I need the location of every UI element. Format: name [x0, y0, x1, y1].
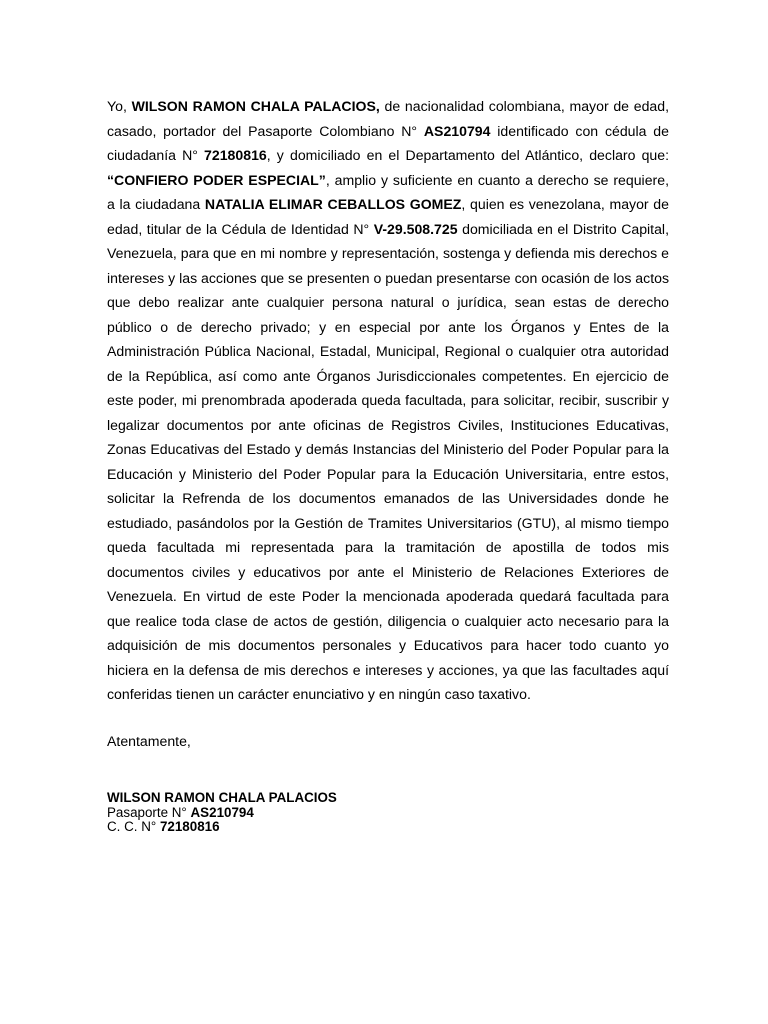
cc-label: C. C. N° [107, 819, 160, 834]
signature-block [107, 791, 337, 835]
body-text-segment: , amplio y suficiente en cuanto a derecho se requiere, a la ciudadana [107, 171, 669, 212]
grantor-passport-number: AS210794 [423, 122, 491, 139]
special-power-declaration: “CONFIERO PODER ESPECIAL” [107, 171, 326, 188]
body-text-segment: de nacionalidad colombiana, mayor de edad, casado, portador del Pasaporte Colombiano N° [107, 98, 669, 139]
body-text-segment: Yo, [107, 98, 132, 114]
power-of-attorney-body [107, 94, 669, 707]
cc-number: 72180816 [159, 819, 220, 834]
body-text-segment: domiciliada en el Distrito Capital, Venezuela, para que en mi nombre y representación, sostenga y defienda mis derechos e intereses y las acciones que se presenten o puedan presentarse con ocasión de los actos que debo realizar ante cualquier persona natural o jurídica, sean estas de derecho público o de derecho privado; y en especial por ante los Órganos y Entes de la Administración Pública Nacional, Estadal, Municipal, Regional o cualquier otra autoridad de la República, así como ante Órganos Jurisdiccionales competentes. En ejercicio de este poder, mi prenombrada apoderada queda facultada, para solicitar, recibir, suscribir y legalizar documentos por ante oficinas de Registros Civiles, Instituciones Educativas, Zonas Educativas del Estado y demás Instancias del Ministerio del Poder Popular para la Educación y Ministerio del Poder Popular para la Educación Universitaria, entre estos, solicitar la Refrenda de los documentos emanados de las Universidades donde he estudiado, pasándolos por la Gestión de Tramites Universitarios (GTU), al mismo tiempo queda facultada mi representada para la tramitación de apostilla de todos mis documentos civiles y educativos por ante el Ministerio de Relaciones Exteriores de Venezuela. En virtud de este Poder la mencionada apoderada quedará facultada para que realice toda clase de actos de gestión, diligencia o cualquier acto necesario para la adquisición de mis documentos personales y Educativos para hacer todo cuanto yo hiciera en la defensa de mis derechos e intereses y acciones, ya que las facultades aquí conferidas tienen un carácter enunciativo y en ningún caso taxativo. [107, 220, 669, 702]
closing-salutation: Atentamente, [107, 733, 191, 749]
grantor-name: WILSON RAMON CHALA PALACIOS, [131, 98, 380, 114]
signatory-passport [107, 806, 337, 821]
body-text-segment: identificado con cédula de ciudadanía N° [107, 122, 669, 163]
passport-number: AS210794 [190, 804, 254, 820]
grantor-cc-number: 72180816 [204, 147, 267, 163]
body-text-segment: , y domiciliado en el Departamento del Atlántico, declaro que: [266, 147, 670, 163]
body-text-segment: , quien es venezolana, mayor de edad, titular de la Cédula de Identidad N° [107, 196, 669, 237]
attorney-id-number: V-29.508.725 [373, 220, 458, 237]
signatory-cc [107, 820, 337, 835]
passport-label: Pasaporte N° [107, 804, 191, 820]
signatory-name: WILSON RAMON CHALA PALACIOS [107, 790, 337, 805]
attorney-name: NATALIA ELIMAR CEBALLOS GOMEZ [204, 196, 462, 212]
